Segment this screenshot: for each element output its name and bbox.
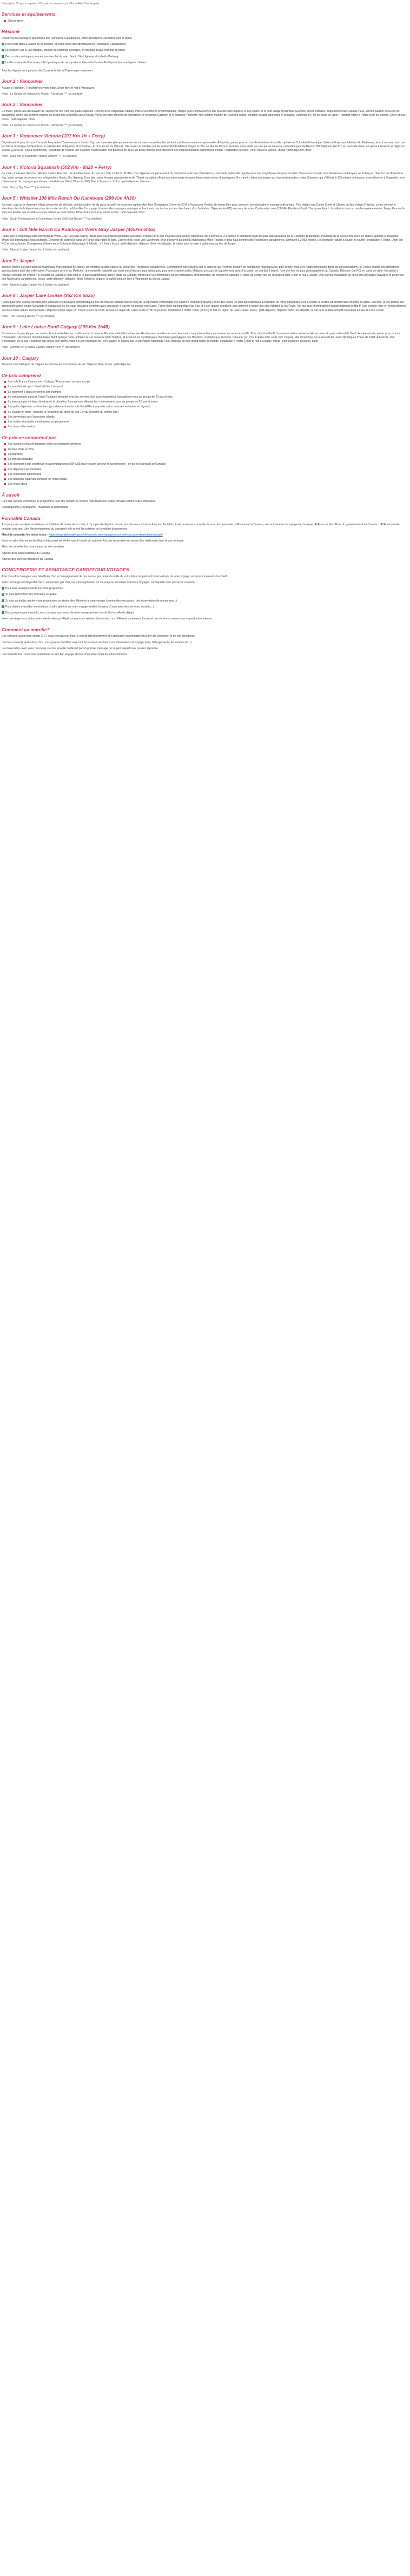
day-3 (2, 133, 407, 159)
resume-check-item: ✓ Deux routes scéniques pour en prendre plein la vue : Sea to Sky Highway et Icefields Parkway (2, 55, 119, 58)
check-icon: ✓ (2, 593, 4, 596)
check-icon: ✓ (2, 605, 4, 609)
day-hotel: Hôtel : Le Quinta Inn Vancouver Airport - Richmond *** (ou similaire) (2, 93, 83, 96)
bullet-icon (4, 386, 6, 388)
list-item: Le transport par autocar Grand Tourisme climatisé avec les services d'un accompagnateur francophone pour un groupe de 23 pax et plus (4, 395, 407, 399)
list-item: Les éventuels frais de bagages selon la compagnie aérienne (4, 442, 407, 446)
day-title: Jour 2 : Vancouver (2, 102, 43, 108)
bullet-icon (4, 478, 6, 480)
bullet-icon (4, 406, 6, 408)
resume-check-item: ✓ La découverte de Vancouver, ville dynamique et cosmopolite nichée entre l'océan Pacifique et les montagnes côtières (2, 61, 147, 64)
day-9 (2, 324, 407, 350)
list-item: Le transfert aéroport / hôtel et hôtel / aéroport (4, 385, 407, 389)
formalites-p1: A ce jour, pour un séjour touristique ou d'affaires de moins de six mois, il n'y a pas d'obligation de visa pour les ressortissants français. Toutefois, toute personne exemptée de visa doit demander, suffisamment à l'avance, une autorisation de voyage électronique (AVE) sur le site officiel du gouvernement du Canada. L'AVE est valable pendant cinq ans. Liée électroniquement au passeport, elle prend fin au terme de la validité du passeport. (2, 523, 400, 531)
formalites-p2 (2, 533, 407, 537)
includes-list (4, 380, 407, 430)
services-title: Services et équipements (2, 11, 56, 17)
bullet-icon (4, 411, 6, 413)
check-icon: ✓ (2, 49, 4, 52)
day-hotel: Hôtel : Days Inn by Wyndham Victoria Uptown *** (ou similaire) (2, 155, 77, 158)
list-item: Les petits déjeuners continentaux (possiblement en formule Grab&Go à emporter selon mesures sanitaires en vigueur) (4, 405, 407, 409)
day-text: Accueil à l'aéroport. Transfert vers votre hôtel. Dîner libre et nuit à Vancouver. (2, 86, 95, 90)
list-item: Les boissons (sauf café pendant les repas inclus) (4, 478, 407, 481)
know-title: À savoir (2, 492, 20, 498)
know-p2: Départ garanti 2 participants - maximum 35 participants (2, 506, 68, 510)
bullet-icon (4, 416, 6, 418)
list-item: Les traversées vers Vancouver Islands (4, 415, 407, 419)
check-icon: ✓ (2, 611, 4, 615)
formalites-p5: Agence de la santé publique du Canada (2, 551, 50, 555)
list-item: Les visites et activités mentionnées au programme (4, 420, 407, 424)
day-hotel: Hôtel : Le Quinta Inn Vancouver Airport - Richmond *** (ou similaire) (2, 123, 83, 127)
day-text: Départ matinal pour Victoria à bord du ferry reliant Tsawwassen à Swartz Bay, une traversée pittoresque entre de nombreuses petites îles abritant une faune marine exceptionnelle. À l'arrivée, partez pour un tour d'orientation de la ville capitale de Colombie-Britannique. Visite de l'imposant bâtiment du Parlement, le tout nouveau sorti par le charme historique de l'Empress, le quartier des antiquaires et Chinatown, le plus ancien du Canada. Découvrez le paisible quartier résidentiel d'Oakland, longez la côte sur Marine Drive et terminez votre visite par une pause nature au splendide parc de Beacon Hill. Déjeuner (en PC) en cours de visite. En option à réserver et régler en avance (220 CAD - prix à reconfirmer), possibilité de réaliser une croisière d'observation des baleines de 3h30, un beau moment pour découvrir ces impressionnants mammifères marins ! Installation à l'hôtel. Dîner et nuit à Victoria. Inclus : petit-déjeuner, dîner (2, 141, 405, 153)
day-hotel: Hôtel : South Thompson Inn & Conference Center (108 Golf Resort *** (ou similaire) (2, 217, 102, 221)
day-text: Journée dédiée à l'exploration du magnifique Parc national de Jasper, un véritable paradis naturel au coeur des Rocheuses canadiennes. Commencez votre journée par le superbe lac Pyramid, entouré de montagnes majestueuses, puis dirigez-vous vers l'impressionnante gorge du canyon Maligne, où l'eau a sculpté des formations spectaculaires au fil des millénaires. Poursuivez vers le lac Medicine, une merveille naturelle aux eaux mystérieuses, puis embarquez pour une croisière au lac Maligne, au cours de laquelle vous aurez l'occasion de voir Spirit Island, l'une des îles les plus photographiées au Canada. Déjeuner (en PC) en cours de visite. En option à réserver et régler en avance : le Skytram de Jasper, le plus long et le plus haut tramway aérien guidé au Canada, offrant une vue imprenable sur les montagnes environnantes, un moment inoubliable ! Retour au centre-ville en fin d'après-midi. Dîner et nuit à Jasper. Une journée inoubliable au coeur des paysages sauvages et préservés des Rocheuses canadiennes. Inclus : petit-déjeuner, déjeuner, dîner Selon les départs, la nuitée peut se faire à Valemount au lieu de Jasper. (2, 266, 404, 281)
bullet-icon (4, 421, 6, 423)
conciergerie-check-item: ✓ Pour obtenir avant des informations d'ordre général sur votre voyage (météo, horaires d'ouvertures des services, conseils...) (2, 605, 154, 609)
conciergerie-check-item: ✓ Pour tous renseignements sur votre programme (2, 587, 63, 591)
formalites-p4: Merci de consulter les mises à jour du site canadien : (2, 545, 65, 549)
bullet-icon (4, 483, 6, 485)
day-7 (2, 258, 407, 288)
list-item: Conciergerie (4, 19, 407, 23)
day-title: Jour 5 : Whistler 108 Mile Ranch Ou Kamloops (299 Km 4h30) (2, 195, 136, 201)
formalites-link-label: Merci de consulter les mises à jour : (2, 533, 49, 537)
check-icon: ✓ (2, 587, 4, 590)
day-hotel: Hôtel : Sea to Sky Hotel *** (ou similaire) (2, 186, 51, 189)
day-title: Jour 10 : Calgary (2, 355, 39, 361)
page (0, 0, 409, 664)
bullet-icon (4, 401, 6, 403)
day-text: En route, cap sur le charmant village piétonnier de Whistler, célèbre station de ski qui a accueilli les épreuves alpines des Jeux Olympiques d'hiver de 2010 à Vancouver. Profitez de temps libre pour savourer son atmosphère montagnarde unique. Puis départ vers Cache Creek et Lillooet, un lieu chargé d'histoire, connu comme le kilomètre zéro de la légendaire piste de la ruée vers l'or du Klondike. Un voyage à travers des paysages sauvages et fascinants, sur les traces des chercheurs d'or d'autrefois. Déjeuner (en PC) en cours de route. Continuation vers 108 Mile Ranch ou South Thompson Ranch. Installation dans un ranch en pleine nature. Temps libre sur le site pour profiter des activités ou vous relaxer au bord du lieu. Dîner inclus et nuit au ranch. Inclus : petit-déjeuner, dîner (2, 203, 405, 215)
bullet-icon (4, 453, 6, 455)
bullet-icon (4, 426, 6, 428)
bullet-icon (4, 463, 6, 465)
diplomatie-link[interactable]: https://www.diplomatie.gouv.fr/fr/conseils-aux-voyageurs/conseils-par-pays-destination/canada/ (49, 533, 163, 537)
bullet-icon (4, 381, 6, 383)
check-icon: ✓ (2, 599, 4, 602)
list-item: Les taxes et le service (4, 425, 407, 429)
how-p3: La conversation avec votre concierge s'active la veille du départ par un premier message de sa part auquel vous pourrez répondre. (2, 646, 159, 650)
bullet-icon (4, 396, 6, 398)
day-text: Route vers le magnifique parc provincial de Wells Gray, un joyau naturel réputé pour ses impressionnantes cascades. Premier arrêt aux majestueuses chutes Helmcken, qui s'élèvent à 141 mètres et comptent parmi les plus spectaculaires de la Colombie-Britannique. Poursuite de la découverte avec les chutes Spahats et Dawsons, offrant des panoramas époustouflants. Déjeuner de barbecue dans un Ranch situé dans le parc. L'après-midi, route vers Valemount, pour découvrir au pied du majestueux Mont Robson, le plus haut sommet des Rocheuses canadiennes, culminant à 3 953 mètres. Un spectacle naturel à couper le souffle ! Installation à l'hôtel. Dîner (en PC) et nuit à Jasper. Changement d'heure entre Colombie-Britannique & Alberta : + 1 heure Inclus : petit-déjeuner, déjeuner Selon les départs, la nuitée peut se faire à Valemount au lieu de Jasper. (2, 234, 403, 246)
conciergerie-check-item: ✓ Si vous rencontrez des difficultés sur place (2, 593, 57, 597)
list-item: L'assurance (4, 453, 407, 457)
day-hotel: Hôtel : Comfort Inn & Suites Calgary Airport North ** (ou similaire) (2, 346, 81, 349)
day-title: Jour 1 : Vancouver (2, 78, 43, 84)
day-hotel: Hôtel : Marmot Lodge (Jasper Inn & Suites (ou similaire) (2, 283, 69, 287)
day-4 (2, 164, 407, 190)
resume-note: Tous les départs sont garantis dès 2 pax et limités à 35 passagers maximum (2, 69, 94, 72)
resume-check-item: ✓ Deux nuits dans à Jasper ou en régions, en plein coeur des spectaculaires Rocheuses Canadiennes (2, 43, 126, 46)
bullet-icon (4, 468, 6, 471)
list-item: Le port des bagages (4, 458, 407, 461)
bullet-icon (4, 443, 6, 445)
day-text: Ce matin, partez à la découverte de Vancouver lors d'un tour guidé captivant. Découvrez le magnifique Stanley Park et ses totems emblématiques, dirigez dans l'effervescence des quartiers des théâtres et des sports, et le petit village dynamique Granville Street. Admirez l'impressionnante Canada Place, ancien pavillon de l'Expo 86, aujourd'hui centre des congrès et point de départ des croisières vers l'Alaska. Voyez les rues animées de Chinatown, le charmant Gastown et le moderne Yaletown, et le célèbre marché de Granville Island, véritable paradis gourmand et artisanal. Déjeuner en PC) en cours de visite. Transfert retour à l'hôtel en fin de journée. Dîner et nuit. Inclus : petit-déjeuner, dîner (2, 110, 406, 121)
day-hotel: Hôtel : Marmot Lodge (Jasper Inn & Suites (ou similaire) (2, 248, 69, 252)
bullet-icon (4, 391, 6, 393)
list-item: Les repas libres (4, 483, 407, 486)
services-list (4, 19, 407, 23)
list-item: Le transport par minibus climatisé où le chauffeur francophone effectue les commentaires pour un groupe de 22 pax et moins (4, 400, 407, 404)
day-text: Partez pour une journée spectaculaire à travers les paysages emblématiques des Rocheuses canadiennes le long de la légendaire Promenade des Glaciers (Icefields Parkway), l'une des routes les plus panoramiques d'Amérique du Nord, offrant des vues à couper le souffle sur d'immenses champs de glace. En route, arrêts photos aux impressionnantes chutes Sunwapta et Athabasca, où les eaux glaciaires déferlent avec puissance à travers les gorges rocheuses. Faites halte au magnifique lac Bow et à son glacier scintillant, puis admirez le sauvé d'un des éclatant du lac Peyto, l'un des plus photographiés du parc national de Banff. Une journée riche en émerveillement au coeur d'une nature spectaculaire ! Déjeuner pique-nique (en PC) en cours de route. Arrivée en région de Lake Louise en fin de journée. Installation à l'hôtel. Dîner (en PC) et nuit en région de Lake Louise. Inclus : petit-déjeuner, déjeuner Selon les départs, la nuit peut se faire à Banff ou Golden au lieu de Lake Louise (2, 301, 407, 312)
resume-title: Résumé (2, 29, 20, 35)
formalites-p6: Agence des services frontaliers du Canada (2, 557, 54, 561)
top-description: Description Ce prix comprend / Ce prix ne comprend pas Formalités Conciergerie (2, 2, 100, 5)
list-item: Les pourboires aux chauffeurs et accompagnateurs ($4 à $5 pour chacun par jour et par personne - ce qui est standard au Canada) (4, 463, 407, 466)
day-6 (2, 227, 407, 253)
excludes-title: Ce prix ne comprend pas (2, 434, 57, 440)
how-p4: Une nouvelle fois, nous vous souhaitons un très bon voyage et nous vous remercions de votre confiance ! (2, 653, 129, 656)
day-title: Jour 4 : Victoria Squamish (502 Km - 6h20 + Ferry) (2, 164, 112, 170)
list-item: Les vols France / Vancouver - Calgary / France avec ou sans escale (4, 380, 407, 384)
day-text: Commencez la journée par des arrêts photo inoubliables aux sublimes lacs Louise et Moraine, véritables icônes des Rocheuses canadiennes avec leurs eaux turquoise et leurs panoramas à couper le souffle. Puis, direction Banff, charmante station alpine nichée au coeur du parc national de Banff. À votre arrivée, partez pour un tour d'orientation : découvrez l'emblématique Banff Springs Hotel, admirez la vue depuis le Mont Sulphur, et explorez les mystérieuses cheminées géologiques des Hoodoos, sculptées par l'érosion. Déjeuner (en PC). L'après-midi, route vers Calgary, ville dynamique qui a accueilli les Jeux Olympiques d'hiver de 1988. À l'arrivée, tour d'orientation de la ville : explorez son centre-ville animé, visitez le site historique de Fort Calgary, et passez par le légendaire Stampede Park, berceau du plus grand rodéo du monde. Installation à l'hôtel. Dîner et nuit à Calgary. Inclus : petit-déjeuner, déjeuner, dîner (2, 332, 400, 344)
conciergerie-p2: Votre concierge est disponible 24/7, uniquement par chat, via votre application de messagerie sécurisée Carrefour Voyages, sur laquelle vous pouvez le contacter : (2, 580, 197, 584)
list-item: Le voyage en demi - pension (à l'exception du dîner du jour 1 et du déjeuner du dernier jour) (4, 411, 407, 414)
list-item: Le logement à deux personnes par chambre (4, 391, 407, 394)
day-text: Transfert vers l'aéroport de Calgary en fonction de vos horaires de vol. Déjeuner libre. Inclus : petit-déjeuner (2, 363, 131, 367)
resume-intro: Découvrez les paysages grandioses des rocheuses Canadiennes, entre montagnes, cascades, lacs et forêts. (2, 36, 133, 40)
day-title: Jour 3 : Vancouver Victoria (101 Km 1h + Ferry) (2, 133, 105, 138)
conciergerie-p3: Votre concierge vous aidera votre interlocuteur privilégié sur place, en relation directe avec nos différents partenaires locaux et nos services commerciaux et production internes. (2, 617, 213, 621)
know-p1: Pour des raisons techniques, le programme peut être modifié ou inversé mais toutes les visites prévues seront toutes effectuées. (2, 500, 156, 504)
day-hotel: Hôtel : The Crossing Resort *** (ou similaire) (2, 314, 55, 318)
day-title: Jour 8 : Jasper Lake Louise (352 Km 5h25) (2, 293, 95, 299)
conciergerie-check-item: ✓ Si vous souhaitez ajouter votre programme un ajouter des éléments à votre voyage (comme des excursions, des réservations de restaurants...) (2, 599, 177, 603)
check-icon: ✓ (2, 43, 4, 46)
bullet-icon (4, 20, 6, 22)
day-1 (2, 78, 407, 96)
list-item: Les excursions optionnelles (4, 473, 407, 477)
day-10 (2, 355, 407, 367)
list-item: Les dépenses personnelles (4, 468, 407, 472)
how-p1: Une semaine avant votre départ (J-7), vous recevrez par mail, le lien de téléchargement de l'application accompagné d'un lien de connexion et de vos identifiants. (2, 635, 196, 638)
resume-checks (2, 43, 407, 65)
check-icon: ✓ (2, 61, 4, 64)
conciergerie-checks (2, 587, 407, 615)
day-5 (2, 195, 407, 221)
how-p2: Une fois connecté après deux clics, vous pourrez modifier votre mot de passe et accéder à vos informations de voyage (vols, hébergements, documents etc...). (2, 640, 193, 644)
day-text: Ce matin, traversée dans les célèbres Jardins Butchart, un véritable havre de paix aux mille couleurs. Profitez d'un déjeuner sur place avant de prendre la route vers Chemainus, charmante petite ville réputée pour ses magnifiques fresques murales. Poursuivez ensuite vers Nanaimo et embarquez sur le ferry en direction de Horseshoe Bay. Votre voyage se poursuit sur la légendaire Sea to Sky Highway, l'une des routes les plus spectaculaires de l'Ouest canadien, offrant des panoramas époustouflants entre océan et montagnes. En chemin, faites une pause aux impressionnantes chutes Shannon, qui s'élèvent à 335 mètres de hauteur, avant d'arriver à Squamish, terre d'aventure et de paysages grandioses. Installation à l'hôtel. Dîner (en PC). Nuit à Squamish. Inclus : petit-déjeuner, déjeuner (2, 172, 405, 183)
formalites-title: Formalité Canada (2, 515, 41, 521)
resume-check-item: ✓ La croisière sur le Lac Maligne, entouré de sommets enneigés, en des plus beaux endroits du parcs (2, 49, 125, 52)
day-title: Jour 9 : Lake Louise Banff Calgary (209 Km 2h45) (2, 324, 110, 329)
day-2 (2, 102, 407, 128)
bullet-icon (4, 458, 6, 460)
conciergerie-title: CONCIERGERIE ET ASSISTANCE CARREFOUR VOYAGES (2, 567, 129, 572)
bullet-icon (4, 473, 6, 475)
day-8 (2, 293, 407, 319)
day-title: Jour 7 : Jasper (2, 257, 35, 263)
how-title: Comment ça marche? (2, 626, 50, 632)
list-item: les frais d'Eta ou Avw (4, 448, 407, 452)
day-title: Jour 6 : 108 Mile Ranch Ou Kamloops Wells Gray Jasper (445km 6h55) (2, 226, 156, 232)
check-icon: ✓ (2, 55, 4, 58)
formalites-p3: Dans le cadre d'un vol via les Etats-Unis, merci de vérifier que le transit est autorisé. Aucune réservation ne pourra être remboursé dans le cas contraire. (2, 539, 184, 543)
conciergerie-p1: Avec Carrefour Voyages vous bénéficiez d'un accompagnement de nos concierges depuis la veille de votre départ et pendant toute la durée de votre voyage, un service innovant et exclusif. (2, 574, 228, 578)
excludes-list (4, 442, 407, 486)
conciergerie-check-item: ✓ Nous pouvons par exemple, nous occuper pour vous, de votre enregistrement de vol dès la veille du départ (2, 611, 134, 615)
includes-title: Ce prix comprend (2, 372, 41, 378)
bullet-icon (4, 448, 6, 451)
